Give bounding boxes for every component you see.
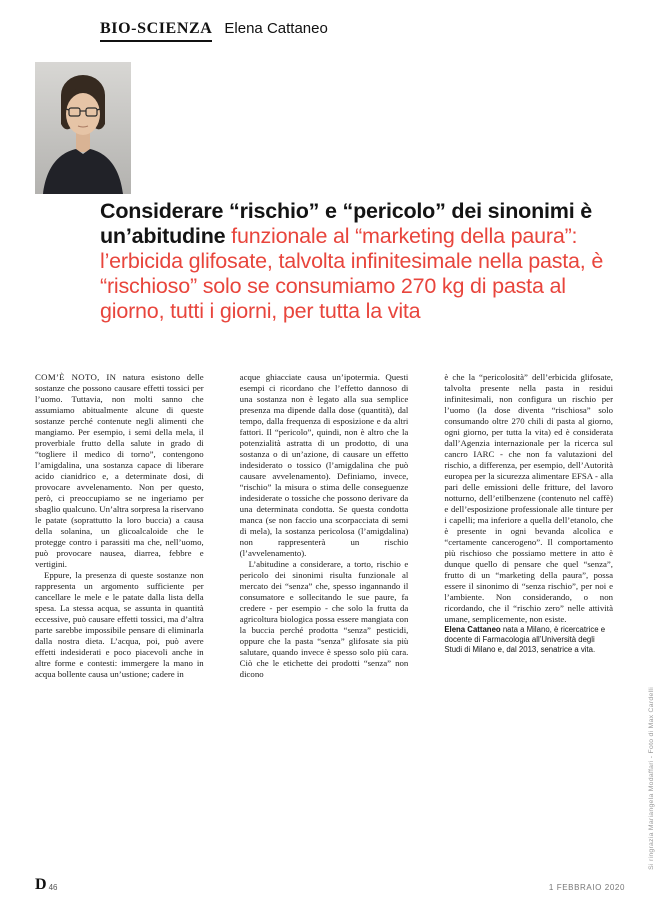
header	[100, 20, 328, 42]
portrait-illustration	[35, 62, 131, 194]
headline-red-part: funzionale al “marketing della paura”: l’erbicida glifosate, talvolta infinitesimale nella pasta, è “rischioso” solo se consumiamo 270 kg di pasta al giorno, tutti i giorni, per tutta la vita	[100, 224, 604, 323]
paragraph: Eppure, la presenza di queste sostanze non rappresenta un argomento sufficiente per cancellare le mele e le patate dalla lista della spesa. La stessa acqua, se assunta in quantità eccessive, può causare effetti tossici, ma d’altra parte sarebbe impossibile pensare di eliminarla dalla nostra dieta. L’acqua, poi, può avere effetti indesiderati e poco piacevoli anche in altre forme e contesti: immergere la mano in acqua bollente causa un’ustione; cadere in	[35, 570, 204, 679]
headline	[100, 199, 630, 324]
article-column-1	[35, 372, 204, 884]
headline-black-part: Considerare “rischio” e “pericolo” dei sinonimi è un’abitudine	[100, 199, 592, 248]
author-name: Elena Cattaneo	[224, 20, 328, 37]
article-column-3	[444, 372, 613, 884]
magazine-logo: D	[35, 876, 47, 893]
bio-author-name: Elena Cattaneo	[444, 625, 501, 634]
author-portrait-photo	[35, 62, 131, 194]
footer	[35, 878, 625, 892]
article-body	[35, 372, 613, 884]
paragraph: acque ghiacciate causa un’ipotermia. Questi esempi ci ricordano che l’effetto dannoso di una sostanza non è legato alla sua semplice presenza ma dipende dalla dose (quantità), dal tempo, dalla frequenza di esposizione e da altri fattori. Il “pericolo”, quindi, non è altro che la potenzialità astratta di un prodotto, di una sostanza o di un’azione, di causare un effetto indesiderato o tossico (l’amigdalina che può causare avvelenamento). Definiamo, invece, “rischio” la misura o stima delle conseguenze indesiderate o tossiche che possono derivare da una determinata condotta. Se questa condotta manca (se non faccio una scorpacciata di semi di mela), la sostanza pericolosa (l’amigdalina) non rappresenterà un rischio (l’avvelenamento).	[239, 372, 409, 558]
paragraph-text: natura esistono delle sostanze che possono causare effetti tossici per l’uomo. Tuttavia, non molti sanno che assumiamo abitualmente alcune di queste sostanze perché contenute negli alimenti che mangiamo. Per esempio, i semi della mela, il proverbiale frutto della salute in grado di “togliere il medico di torno”, contengono l’amigdalina, una sostanza capace di liberare acido cianidrico e, a determinate dosi, di provocare avvelenamento. Non per questo, però, ci preoccupiamo se ne ingeriamo per sbaglio qualcuno. Un’altra sorpresa la riservano le patate (soprattutto la loro buccia) a causa della solanina, un glicoalcaloide che le protegge contro i parassiti ma che, nell’uomo, può provocare nausea, diarrea, febbre e vertigini.	[35, 372, 204, 569]
section-kicker: BIO-SCIENZA	[100, 20, 212, 42]
paragraph: è che la “pericolosità” dell’erbicida glifosate, talvolta presente nella pasta in residui infinitesimali, non configura un rischio per l’uomo (la dose diventa “rischiosa” solo consumando oltre 270 chili di pasta al giorno, ogni giorno, per tutta la vita) ed è considerata dall’Agenzia internazionale per la ricerca sul cancro IARC - che non fa valutazioni del rischio, a differenza, per esempio, dell’Autorità europea per la sicurezza alimentare EFSA - alla pari delle emissioni delle fritture, del lavoro notturno, dell’etilbenzene (contenuto nel caffè) e dell’esposizione professionale alle tinture per i capelli; ma inferiore a quella dell’etanolo, che è presente in ogni bevanda alcolica e “certamente cancerogeno”. Il comportamento più rischioso che possiamo mettere in atto è dunque quello di pensare che quel “senza”, frutto di un “marketing della paura”, possa essere il sinonimo di “senza rischio”, per noi e l’ambiente. Non considerando, o non ricordando, che il “rischio zero” nelle attività umane, semplicemente, non esiste.	[444, 372, 614, 624]
folio	[35, 878, 57, 892]
author-bio	[444, 625, 613, 655]
article-column-2	[240, 372, 409, 884]
page-number: 46	[48, 883, 58, 892]
photo-credit-vertical: Si ringrazia Mariangela Modaffari - Foto di Max Cardelli	[648, 687, 655, 870]
issue-date: 1 FEBBRAIO 2020	[548, 883, 625, 892]
paragraph: L’abitudine a considerare, a torto, rischio e pericolo dei sinonimi risulta funzionale al mercato dei “senza” che, spesso ingannando il consumatore e sollecitando le sue paure, fa credere - per esempio - che solo la frutta da agricoltura biologica possa essere mangiata con la buccia perché prodotta “senza” pesticidi, oppure che la pasta “senza” glifosate sia più salutare, quando invece è spesso solo più cara. Ciò che le etichette dei prodotti “senza” non dicono	[239, 559, 409, 679]
bio-text: nata a Milano, è ricercatrice e docente di Farmacologia all’Università degli Studi di Milano e, dal 2013, senatrice a vita.	[444, 625, 606, 654]
drop-lead: COM’È NOTO, IN	[35, 372, 117, 382]
paragraph	[35, 372, 204, 570]
